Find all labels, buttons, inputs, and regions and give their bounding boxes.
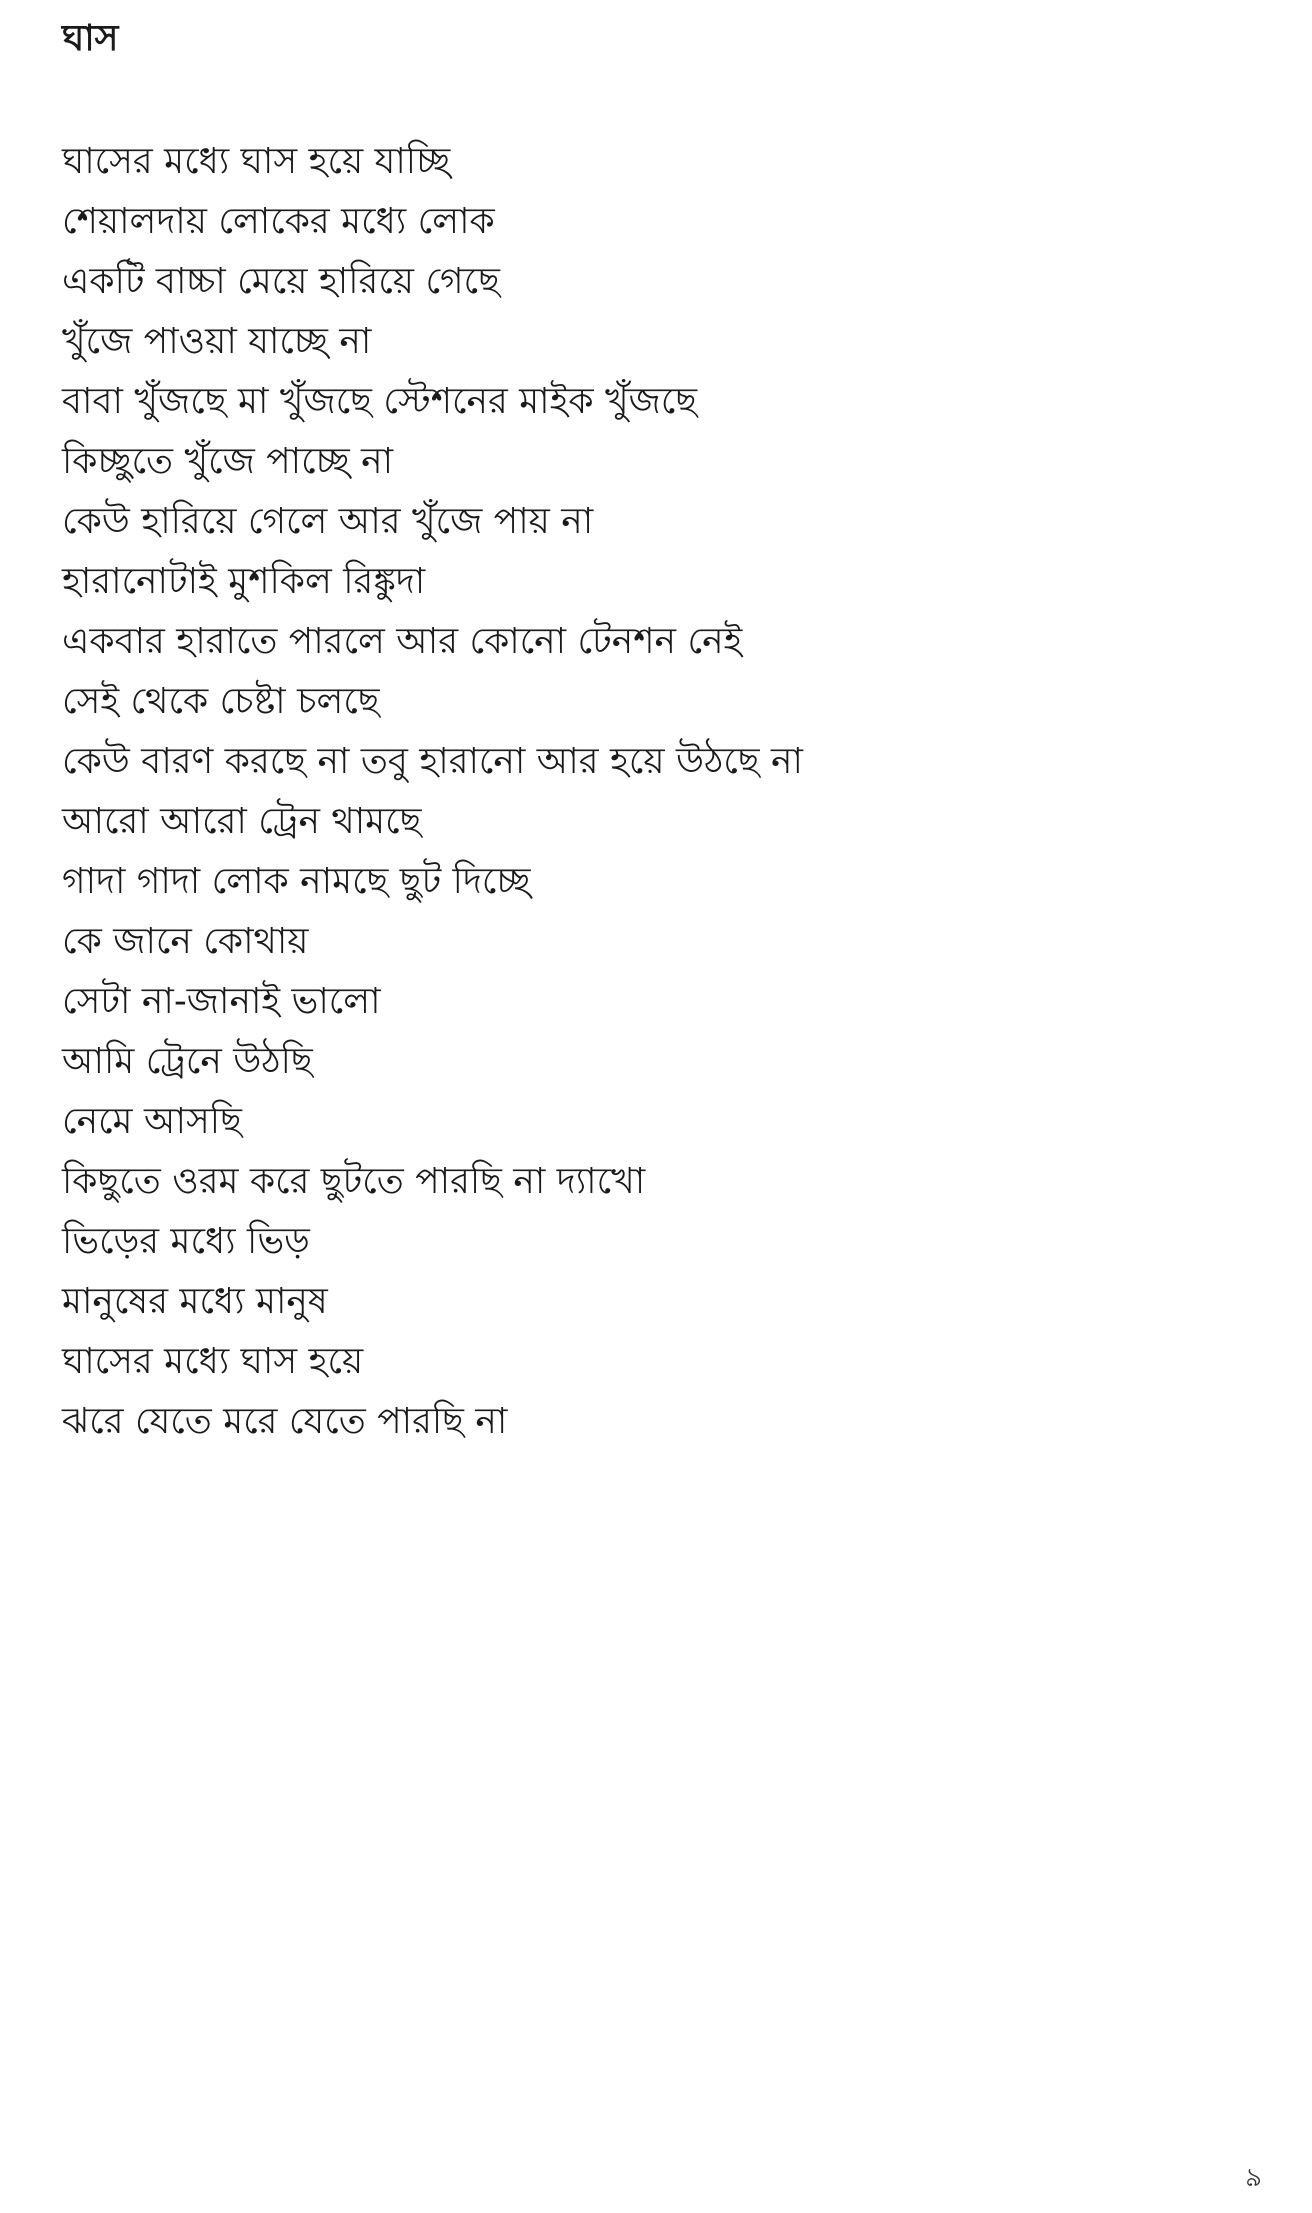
poem-line: কিচ্ছুতে খুঁজে পাচ্ছে না	[62, 441, 394, 482]
poem-line: কেউ বারণ করছে না তবু হারানো আর হয়ে উঠছে না	[62, 741, 803, 782]
poem-title: ঘাস	[62, 18, 119, 59]
poem-line: ঝরে যেতে মরে যেতে পারছি না	[62, 1401, 508, 1442]
poem-line: আমি ট্রেনে উঠছি	[62, 1041, 313, 1082]
poem-line: নেমে আসছি	[62, 1101, 242, 1142]
poem-line: একটি বাচ্চা মেয়ে হারিয়ে গেছে	[62, 261, 500, 302]
poem-line: মানুষের মধ্যে মানুষ	[62, 1281, 328, 1322]
poem-line: শেয়ালদায় লোকের মধ্যে লোক	[62, 201, 495, 242]
poem-line: ঘাসের মধ্যে ঘাস হয়ে যাচ্ছি	[62, 141, 451, 182]
poem-body	[62, 132, 1242, 1452]
poem-line: একবার হারাতে পারলে আর কোনো টেনশন নেই	[62, 621, 743, 662]
poem-line: খুঁজে পাওয়া যাচ্ছে না	[62, 321, 372, 362]
poem-line: ঘাসের মধ্যে ঘাস হয়ে	[62, 1341, 364, 1382]
poem-line: ভিড়ের মধ্যে ভিড়	[62, 1221, 310, 1262]
poem-line: গাদা গাদা লোক নামছে ছুট দিচ্ছে	[62, 861, 531, 902]
page-number: ৯	[1245, 2163, 1262, 2193]
poem-line: কিছুতে ওরম করে ছুটতে পারছি না দ্যাখো	[62, 1161, 646, 1202]
poem-line: সেই থেকে চেষ্টা চলছে	[62, 681, 380, 722]
poem-line: সেটা না-জানাই ভালো	[62, 981, 381, 1022]
poem-line: হারানোটাই মুশকিল রিঙ্কুদা	[62, 561, 426, 602]
poem-line: কে জানে কোথায়	[62, 921, 309, 962]
poem-line: বাবা খুঁজছে মা খুঁজছে স্টেশনের মাইক খুঁজছে	[62, 381, 698, 422]
poem-line: কেউ হারিয়ে গেলে আর খুঁজে পায় না	[62, 501, 594, 542]
poem-line: আরো আরো ট্রেন থামছে	[62, 801, 422, 842]
